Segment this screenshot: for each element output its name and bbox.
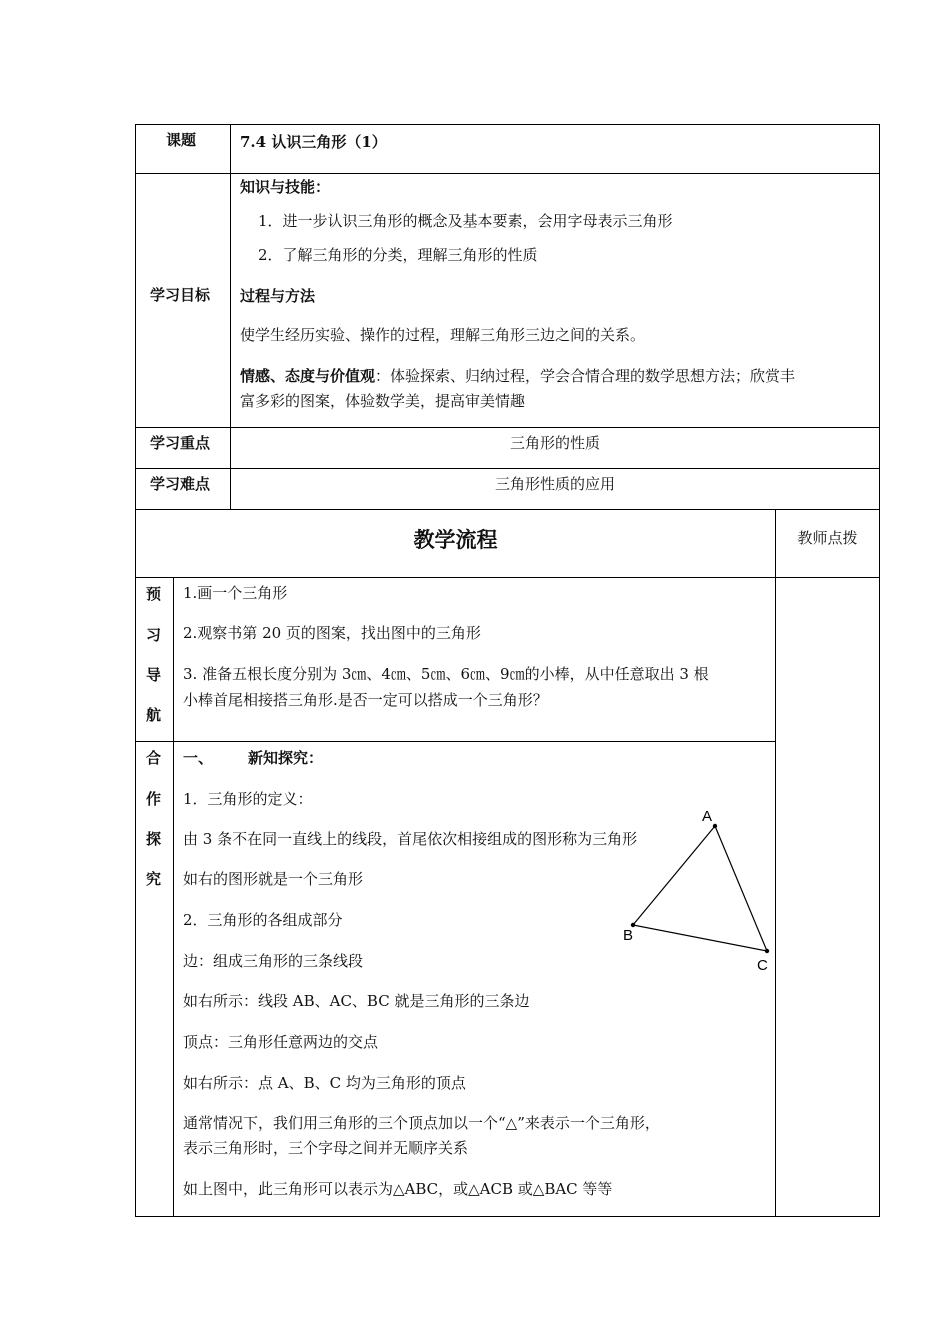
key-point-value: 三角形的性质 [509,434,600,452]
process-text: 使学生经历实验、操作的过程，理解三角形三边之间的关系。 [240,326,646,344]
vertex-label-a: A [702,808,713,825]
triangle-side-bc [633,925,767,951]
vertex-label-c: C [757,957,768,974]
topic-label: 课题 [166,131,197,149]
knowledge-item-2: 2．了解三角形的分类，理解三角形的性质 [258,246,538,264]
emotion-text: ：体验探索、归纳过程，学会合情合理的数学思想方法；欣赏丰 [375,367,796,385]
topic-value: 7.4 认识三角形（1） [240,133,387,151]
emotion-line-1 [240,366,795,386]
explore-line-2: 由 3 条不在同一直线上的线段，首尾依次相接组成的图形称为三角形 [183,830,638,848]
difficult-point-label: 学习难点 [150,475,211,493]
explore-line-11: 如上图中，此三角形可以表示为△ABC，或△ACB 或△BAC 等等 [183,1180,613,1198]
explore-line-1: 1．三角形的定义： [183,790,313,808]
preview-item-3: 3. 准备五根长度分别为 3㎝、4㎝、5㎝、6㎝、9㎝的小棒，从中任意取出 3 根 [183,665,709,683]
grid-line [879,124,880,1217]
vertex-label-b: B [623,927,634,944]
preview-label-char-4: 航 [146,706,162,724]
grid-line [135,509,880,510]
explore-label-char-2: 作 [146,790,162,808]
preview-label-char-1: 预 [146,585,162,603]
section-number: 一、 [183,749,214,767]
explore-line-10: 表示三角形时，三个字母之间并无顺序关系 [183,1139,469,1157]
grid-line [135,124,880,125]
triangle-side-ab [633,826,715,925]
section-title: 新知探究： [248,749,324,767]
difficult-point-value: 三角形性质的应用 [494,475,615,493]
grid-line [135,741,776,742]
grid-line [135,468,880,469]
grid-line [135,124,136,1217]
explore-line-9: 通常情况下，我们用三角形的三个顶点加以一个“△”来表示一个三角形， [183,1114,660,1132]
key-point-label: 学习重点 [150,434,211,452]
preview-item-1: 1.画一个三角形 [183,584,288,602]
preview-label-char-3: 导 [146,666,162,684]
explore-line-8: 如右所示：点 A、B、C 均为三角形的顶点 [183,1074,466,1092]
explore-label-char-1: 合 [146,749,162,767]
teacher-column-header: 教师点拨 [797,529,858,547]
grid-line [135,173,880,174]
preview-item-2: 2.观察书第 20 页的图案，找出图中的三角形 [183,624,481,642]
knowledge-title: 知识与技能： [240,178,331,196]
grid-line [135,1216,880,1217]
grid-line [173,577,174,1217]
process-title: 过程与方法 [240,287,316,305]
explore-line-3: 如右的图形就是一个三角形 [183,870,364,888]
knowledge-item-1: 1．进一步认识三角形的概念及基本要素，会用字母表示三角形 [258,212,673,230]
objectives-label: 学习目标 [150,286,211,304]
explore-line-5: 边：组成三角形的三条线段 [183,952,364,970]
explore-label-char-4: 究 [146,870,162,888]
triangle-side-ac [715,826,767,951]
emotion-title: 情感、态度与价值观 [240,367,376,385]
vertex-point-c [765,949,769,953]
explore-line-4: 2．三角形的各组成部分 [183,911,343,929]
preview-item-4: 小棒首尾相接搭三角形.是否一定可以搭成一个三角形？ [183,691,548,709]
flow-title: 教学流程 [413,527,498,552]
explore-label-char-3: 探 [146,830,162,848]
emotion-line-2: 富多彩的图案，体验数学美，提高审美情趣 [240,392,526,410]
preview-label-char-2: 习 [146,626,162,644]
vertex-point-a [713,824,717,828]
explore-line-6: 如右所示：线段 AB、AC、BC 就是三角形的三条边 [183,992,530,1010]
grid-line [135,577,880,578]
triangle-figure [610,800,780,980]
grid-line [135,427,880,428]
explore-line-7: 顶点：三角形任意两边的交点 [183,1033,379,1051]
